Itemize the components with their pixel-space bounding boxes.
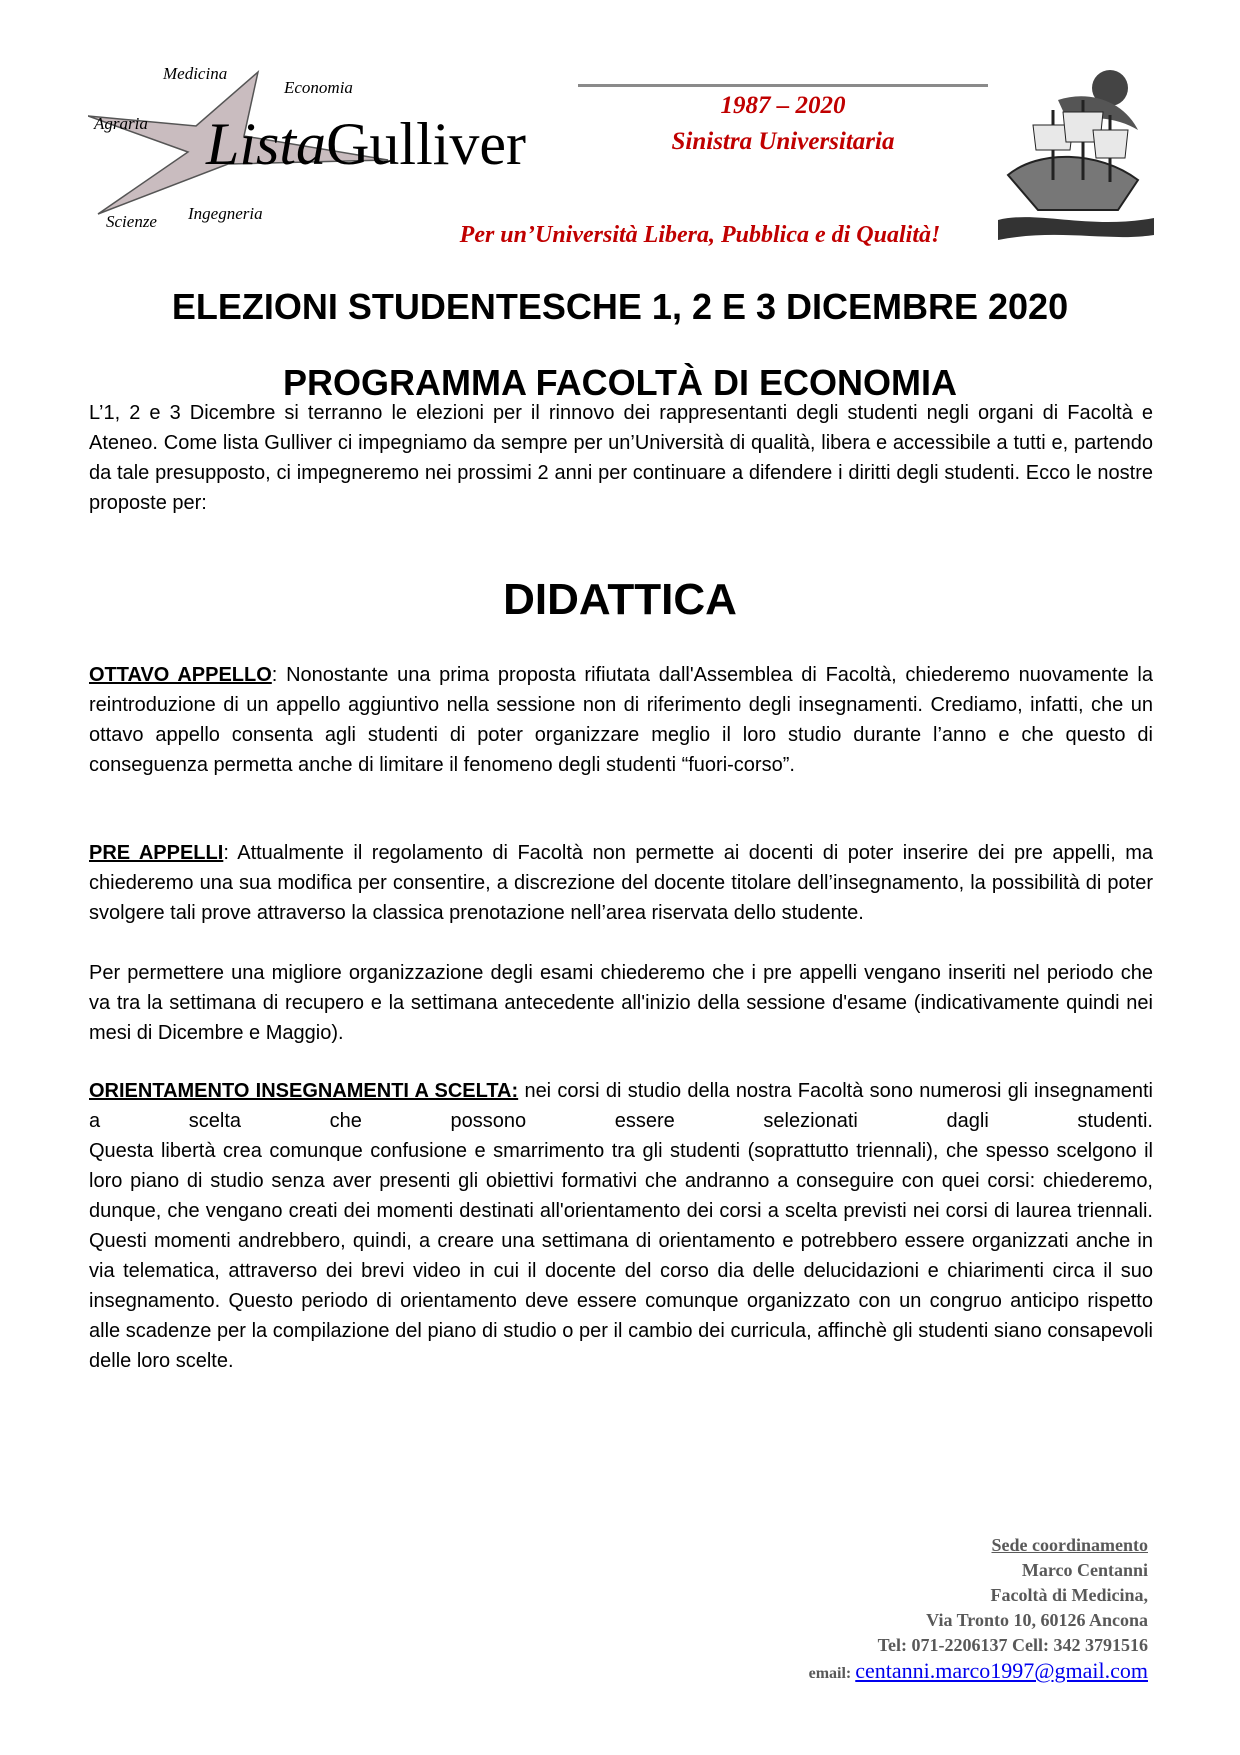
lista-gulliver-logo xyxy=(88,64,568,244)
program-item xyxy=(89,660,1153,780)
faculty-agraria: Agraria xyxy=(94,114,148,133)
years-range: 1987 – 2020 xyxy=(720,92,846,119)
item-heading: PRE APPELLI xyxy=(89,842,224,864)
coalition-name: Sinistra Universitaria xyxy=(671,128,895,155)
faculty-scienze: Scienze xyxy=(106,212,157,231)
brand-gulliver: Gulliver xyxy=(326,111,527,177)
faculty-medicina: Medicina xyxy=(163,64,228,83)
program-item xyxy=(89,1076,1153,1376)
item-text: : Nonostante una prima proposta rifiutata dall'Assemblea di Facoltà, chiederemo nuovamente la reintroduzione di un appello aggiuntivo nella sessione non di riferimento degli insegnamenti. Crediamo, infatti, che un ottavo appello consenta agli studenti di poter organizzare meglio il loro studio durante l’anno e che questo di conseguenza permetta anche di limitare il fenomeno degli studenti “fuori-corso”. xyxy=(89,664,1154,776)
footer-heading: Sede coordinamento xyxy=(991,1535,1148,1555)
intro-paragraph: L’1, 2 e 3 Dicembre si terranno le elezioni per il rinnovo dei rappresentanti degli studenti negli organi di Facoltà e Ateneo. Come lista Gulliver ci impegniamo da sempre per un’Università di qualità, libera e accessibile a tutti e, partendo da tale presupposto, ci impegneremo nei prossimi 2 anni per continuare a difendere i diritti degli studenti. Ecco le nostre proposte per: xyxy=(89,402,1153,514)
faculty-economia: Economia xyxy=(284,78,353,97)
item-heading: ORIENTAMENTO INSEGNAMENTI A SCELTA: xyxy=(89,1080,519,1102)
footer-address: Via Tronto 10, 60126 Ancona xyxy=(926,1610,1148,1630)
faculty-ingegneria: Ingegneria xyxy=(188,204,263,223)
section-heading: DIDATTICA xyxy=(503,575,737,624)
footer-name: Marco Centanni xyxy=(1021,1560,1148,1580)
footer-faculty: Facoltà di Medicina, xyxy=(990,1585,1148,1605)
slogan: Per un’Università Libera, Pubblica e di Qualità! xyxy=(459,222,941,248)
item-text: : Attualmente il regolamento di Facoltà non permette ai docenti di poter inserire dei pre appelli, ma chiederemo una sua modifica per consentire, a discrezione del docente titolare dell’insegnamento, la possibilità di poter svolgere tali prove attraverso la classica prenotazione nell’area riservata dello studente. xyxy=(89,842,1154,924)
page-title: ELEZIONI STUDENTESCHE 1, 2 E 3 DICEMBRE 2020 xyxy=(171,286,1069,327)
program-item-continued: Per permettere una migliore organizzazione degli esami chiederemo che i pre appelli vengano inseriti nel periodo che va tra la settimana di recupero e la settimana antecedente all'inizio della sessione d'esame (indicativamente quindi nei mesi di Dicembre e Maggio). xyxy=(89,962,1153,1044)
item-heading: OTTAVO APPELLO xyxy=(89,664,272,686)
item-text-continued: Questa libertà crea comunque confusione e smarrimento tra gli studenti (soprattutto triennali), che spesso scelgono il loro piano di studio senza aver presenti gli obiettivi formativi che andranno a conseguire con quei corsi: chiederemo, dunque, che vengano creati dei momenti destinati all'orientamento dei corsi a scelta previsti nei corsi di laurea triennali. Questi momenti andrebbero, quindi, a creare una settimana di orientamento e potrebbero essere organizzati anche in via telematica, attraverso dei brevi video in cui il docente del corso dia delle delucidazioni e chiarimenti circa il suo insegnamento. Questo periodo di orientamento deve essere comunque organizzato con un congruo anticipo rispetto alle scadenze per la compilazione del piano di studio o per il cambio dei curricula, affinchè gli studenti siano consapevoli delle loro scelte. xyxy=(89,1140,1153,1372)
footer-phones: Tel: 071-2206137 Cell: 342 3791516 xyxy=(877,1635,1148,1655)
page-subtitle: PROGRAMMA FACOLTÀ DI ECONOMIA xyxy=(283,362,957,403)
brand-name xyxy=(206,111,527,177)
email-link[interactable]: centanni.marco1997@gmail.com xyxy=(855,1658,1148,1683)
email-label: email: xyxy=(808,1665,852,1682)
footer-email-line xyxy=(809,1658,1148,1686)
footer-contact xyxy=(809,1533,1148,1686)
brand-lista: Lista xyxy=(206,111,327,177)
program-item xyxy=(89,838,1153,928)
header-divider xyxy=(578,84,988,87)
item-text: nei corsi di studio della nostra Facoltà sono numerosi gli insegnamenti a scelta che possono essere selezionati dagli studenti. xyxy=(89,1080,1153,1132)
